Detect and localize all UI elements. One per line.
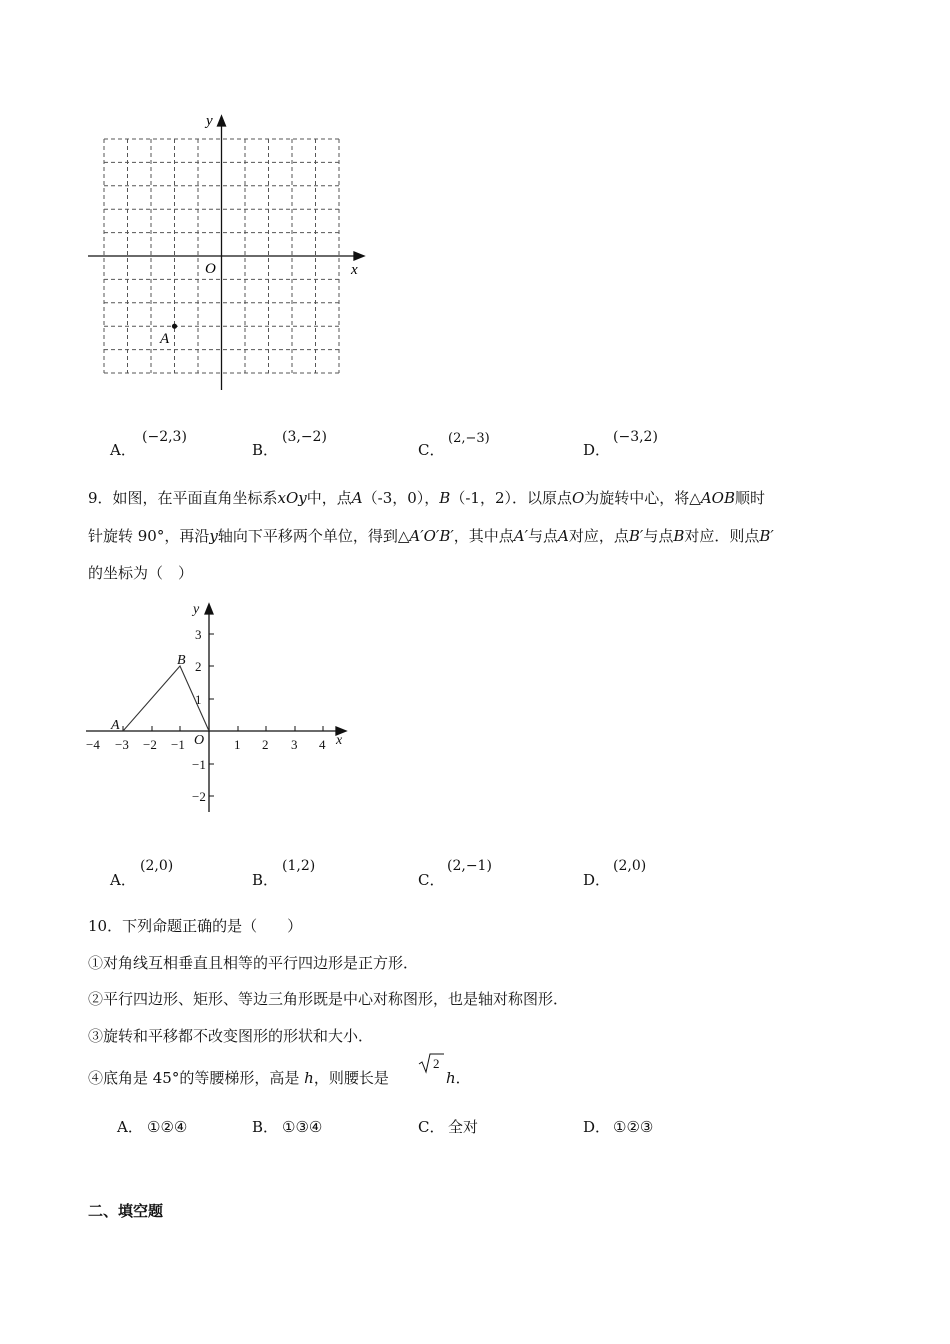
q9-option-c-label[interactable]: C． xyxy=(418,871,445,889)
q10-statement-4: ④底角是 45°的等腰梯形，高是 h，则腰长是 xyxy=(88,1069,389,1087)
y-axis-label: y xyxy=(206,113,213,129)
q10-option-c-label[interactable]: C． xyxy=(418,1118,445,1136)
q9-line-1: 9．如图，在平面直角坐标系xOy中，点A（-3，0），B（-1，2）．以原点O为旋转中心，将△AOB顺时 xyxy=(88,489,766,507)
q9-option-b-value: (1,2) xyxy=(282,858,316,874)
svg-text:2: 2 xyxy=(433,1056,440,1071)
x-tick-neg2: −2 xyxy=(143,737,157,752)
graph-x-label: x xyxy=(336,733,343,748)
q10-option-d-label[interactable]: D． xyxy=(583,1118,611,1136)
q8-option-a-label[interactable]: A． xyxy=(110,441,136,459)
y-tick-neg2: −2 xyxy=(192,789,206,804)
q10-statement-1: ①对角线互相垂直且相等的平行四边形是正方形． xyxy=(88,954,419,972)
q10-option-a-label[interactable]: A． xyxy=(117,1118,143,1136)
graph-point-a-label: A xyxy=(111,718,120,733)
q9-option-d-value: (2,0) xyxy=(613,858,647,874)
q9-coordinate-graph xyxy=(80,598,360,820)
x-tick-2: 2 xyxy=(262,737,269,752)
q10-option-d-value: ①②③ xyxy=(613,1118,654,1136)
y-tick-3: 3 xyxy=(195,627,202,642)
q8-grid-figure xyxy=(80,105,380,400)
x-tick-3: 3 xyxy=(291,737,298,752)
q9-line-2: 针旋转 90°，再沿y轴向下平移两个单位，得到△A′O′B′，其中点A′与点A对应，点B′与点B对应．则点B′ xyxy=(88,527,774,545)
origin-label: O xyxy=(205,261,216,277)
point-a-dot xyxy=(172,324,177,329)
x-tick-neg3: −3 xyxy=(115,737,129,752)
q8-option-c-value: (2,−3) xyxy=(448,431,490,446)
y-tick-1: 1 xyxy=(195,692,202,707)
q9-option-b-label[interactable]: B． xyxy=(252,871,279,889)
q8-option-a-value: (−2,3) xyxy=(142,429,187,445)
q9-option-c-value: (2,−1) xyxy=(447,858,492,874)
graph-origin-label: O xyxy=(194,733,205,748)
q8-option-d-value: (−3,2) xyxy=(613,429,658,445)
q10-statement-3: ③旋转和平移都不改变图形的形状和大小． xyxy=(88,1027,374,1045)
x-tick-1: 1 xyxy=(234,737,241,752)
q10-option-b-value: ①③④ xyxy=(282,1118,323,1136)
q8-option-c-label[interactable]: C． xyxy=(418,441,445,459)
x-tick-4: 4 xyxy=(319,737,326,752)
y-tick-2: 2 xyxy=(195,659,202,674)
x-axis-label: x xyxy=(351,262,358,278)
q10-title: 10．下列命题正确的是（ ） xyxy=(88,917,303,935)
q8-option-b-label[interactable]: B． xyxy=(252,441,279,459)
q9-option-a-value: (2,0) xyxy=(140,858,174,874)
x-tick-neg1: −1 xyxy=(171,737,185,752)
q9-option-d-label[interactable]: D． xyxy=(583,871,611,889)
q8-option-d-label[interactable]: D． xyxy=(583,441,611,459)
q10-statement-4-end: h． xyxy=(446,1069,471,1087)
q9-option-a-label[interactable]: A． xyxy=(110,871,136,889)
sqrt-symbol xyxy=(417,1052,445,1074)
q10-statement-2: ②平行四边形、矩形、等边三角形既是中心对称图形，也是轴对称图形． xyxy=(88,990,569,1008)
x-tick-neg4: −4 xyxy=(86,737,100,752)
graph-point-b-label: B xyxy=(177,653,186,668)
q10-option-b-label[interactable]: B． xyxy=(252,1118,279,1136)
graph-y-label: y xyxy=(193,602,200,617)
y-tick-neg1: −1 xyxy=(192,757,206,772)
q10-option-a-value: ①②④ xyxy=(147,1118,188,1136)
section-heading-fill-in: 二、填空题 xyxy=(88,1202,164,1220)
q10-option-c-value: 全对 xyxy=(448,1118,479,1136)
q8-option-b-value: (3,−2) xyxy=(282,429,327,445)
point-a-label: A xyxy=(160,331,170,347)
q9-line-3: 的坐标为（ ） xyxy=(88,564,194,582)
